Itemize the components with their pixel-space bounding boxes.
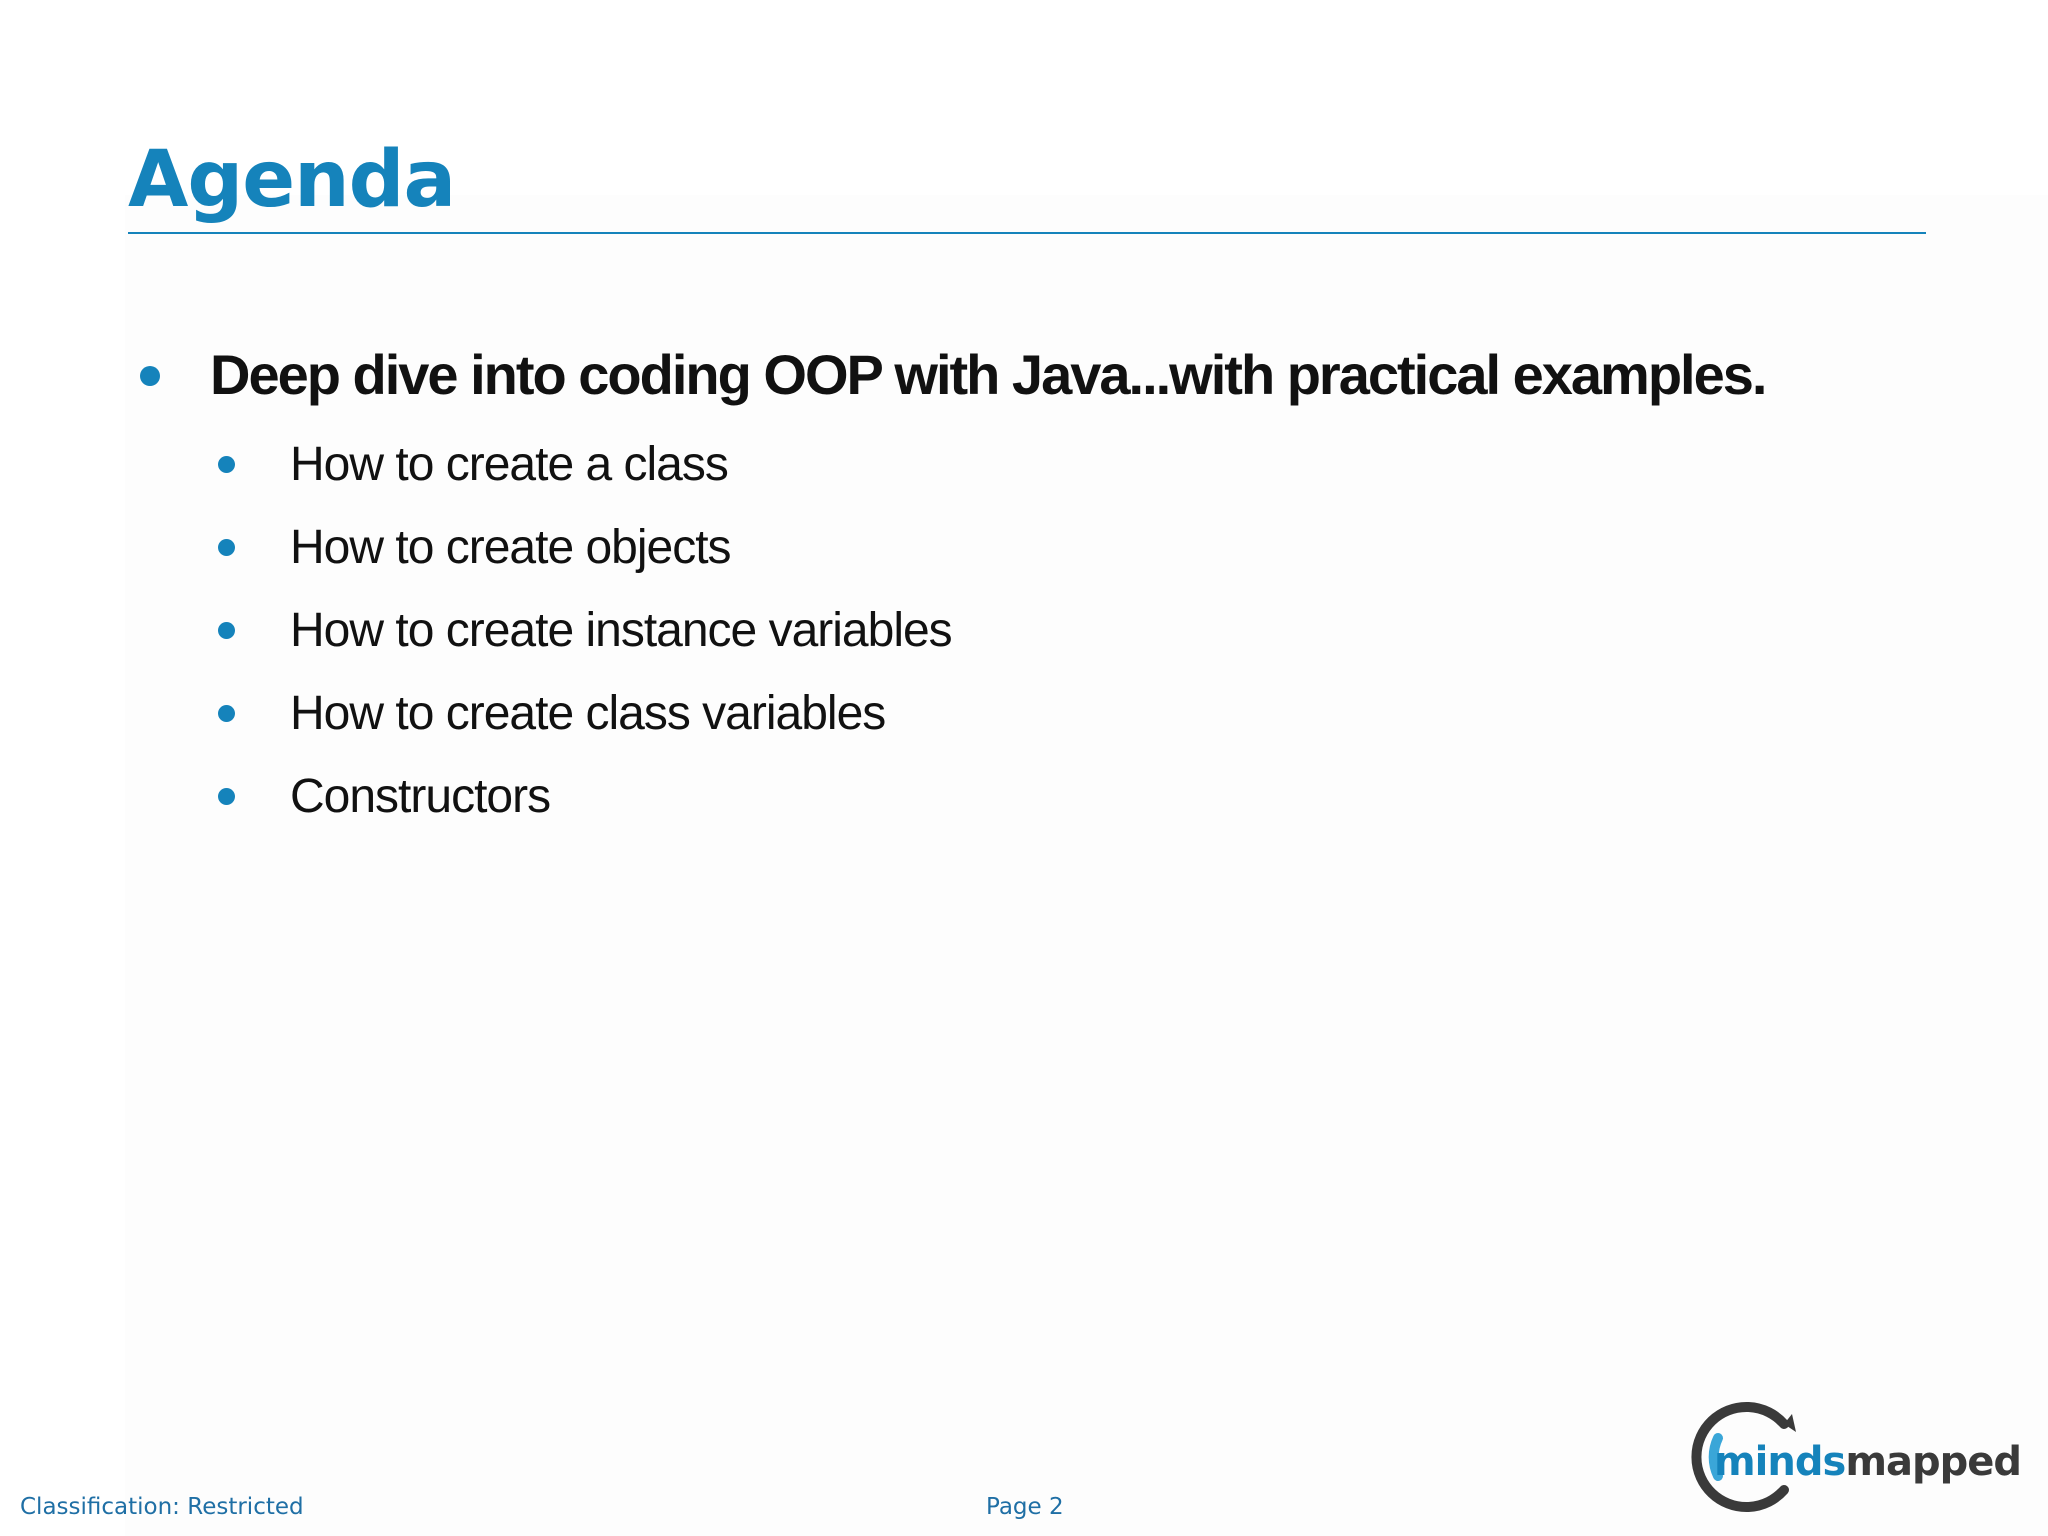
title-underline xyxy=(128,232,1926,234)
mindsmapped-logo xyxy=(1688,1398,2028,1516)
logo-text-mapped: mapped xyxy=(1845,1439,2022,1485)
agenda-sub-text: How to create instance variables xyxy=(290,604,952,657)
bullet-dot-icon xyxy=(140,366,160,386)
agenda-sub-text: How to create class variables xyxy=(290,687,886,740)
bullet-dot-icon xyxy=(218,788,235,805)
svg-text:mindsmapped xyxy=(1714,1439,2021,1485)
classification-label: Classification: Restricted xyxy=(20,1494,304,1520)
bullet-dot-icon xyxy=(218,705,235,722)
logo-text-minds: minds xyxy=(1714,1439,1846,1485)
bullet-dot-icon xyxy=(218,539,235,556)
agenda-sub-text: Constructors xyxy=(290,770,551,823)
agenda-sub-text: How to create a class xyxy=(290,438,728,491)
slide-title: Agenda xyxy=(128,135,456,225)
bullet-dot-icon xyxy=(218,622,235,639)
agenda-sub-text: How to create objects xyxy=(290,521,731,574)
page-number: Page 2 xyxy=(986,1494,1064,1520)
agenda-main-text: Deep dive into coding OOP with Java...with practical examples. xyxy=(210,343,1766,406)
bullet-dot-icon xyxy=(218,456,235,473)
